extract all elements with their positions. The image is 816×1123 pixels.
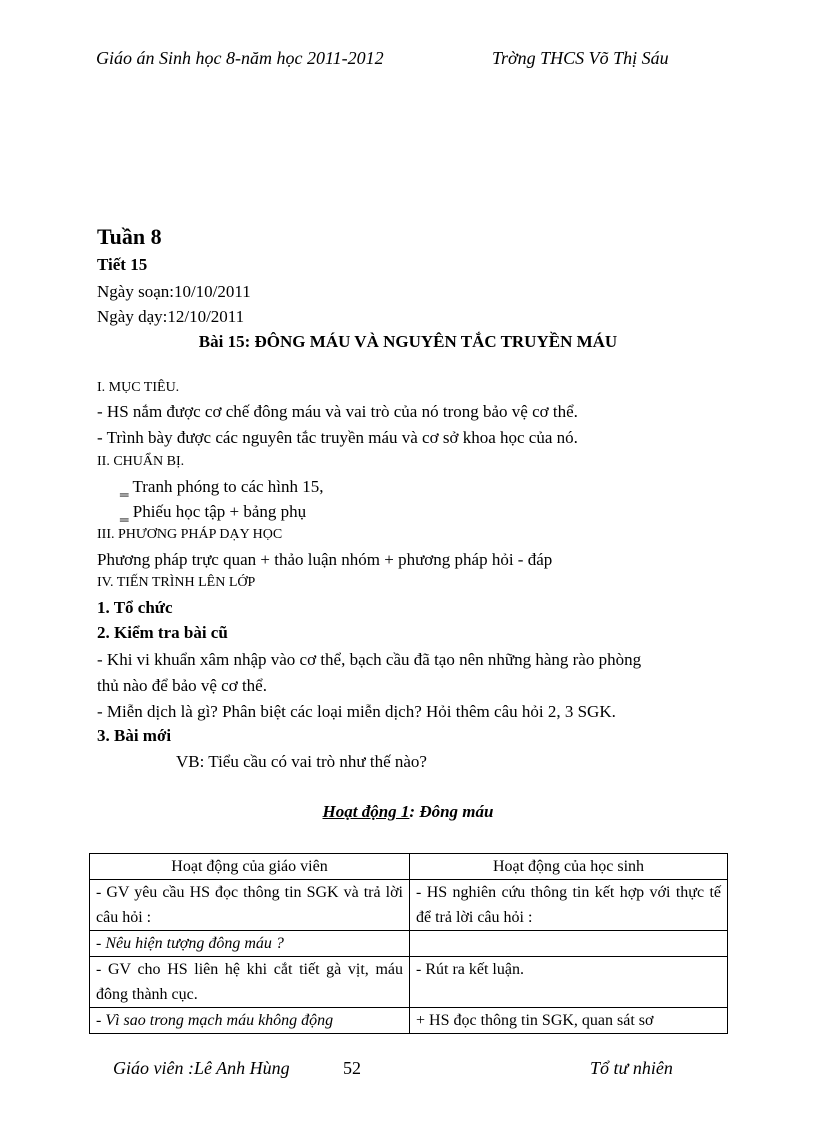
teach-date: Ngày dạy:12/10/2011 [97,307,245,326]
teacher-cell [90,931,410,957]
table-header-row [90,854,728,880]
prep-heading: II. CHUẨN BỊ. [97,454,185,469]
header-left: Giáo án Sinh học 8-năm học 2011-2012 [96,48,384,68]
lesson-intro: VB: Tiểu cầu có vai trò như thế nào? [176,752,427,771]
activity-table [89,853,728,1034]
objective-1: - HS nắm được cơ chế đông máu và vai trò của nó trong bảo vệ cơ thể. [97,402,578,421]
step-organization: 1. Tổ chức [97,598,173,617]
objectives-heading: I. MỤC TIÊU. [97,380,180,395]
week-label: Tuần 8 [97,224,162,249]
cell-text: - Nêu hiện tượng đông máu ? [96,935,284,952]
objective-2: - Trình bày được các nguyên tắc truyền máu và cơ sở khoa học của nó. [97,428,578,447]
footer-group: Tổ tư nhiên [590,1058,673,1078]
review-question-2: - Miễn dịch là gì? Phân biệt các loại miễn dịch? Hỏi thêm câu hỏi 2, 3 SGK. [97,702,616,721]
period-label: Tiết 15 [97,255,148,274]
prep-date: Ngày soạn:10/10/2011 [97,282,251,301]
prep-item-1 [120,477,324,497]
page-number: 52 [343,1058,361,1078]
header-right: Trờng THCS Võ Thị Sáu [492,48,669,68]
header-student-activity: Hoạt động của học sinh [410,854,728,880]
bullet-dash-icon: ‗ [120,502,133,521]
cell-text: + HS đọc thông tin SGK, quan sát sơ [416,1012,654,1029]
prep-item-1-text: Tranh phóng to các hình 15, [132,477,324,496]
teacher-cell [90,1008,410,1034]
student-cell [410,931,728,957]
method-heading: III. PHƯƠNG PHÁP DẠY HỌC [97,527,283,542]
table-row [90,957,728,1008]
review-question-1-cont: thủ nào để bảo vệ cơ thể. [97,676,267,695]
cell-text: - Rút ra kết luận. [416,961,524,978]
review-question-1: - Khi vi khuẩn xâm nhập vào cơ thể, bạch cầu đã tạo nên những hàng rào phòng [97,650,642,669]
footer-teacher: Giáo viên :Lê Anh Hùng [113,1058,290,1078]
activity-topic: : Đông máu [409,802,494,821]
student-cell [410,880,728,931]
table-row [90,931,728,957]
activity-title [0,802,816,822]
student-cell [410,1008,728,1034]
cell-text: - HS nghiên cứu thông tin kết hợp với thực tế để trả lời câu hỏi : [416,884,721,926]
table-row [90,1008,728,1034]
prep-item-2-text: Phiếu học tập + bảng phụ [132,502,307,521]
cell-text: - GV cho HS liên hệ khi cắt tiết gà vịt, máu đông thành cục. [96,961,403,1003]
cell-text: - Vì sao trong mạch máu không động [96,1012,334,1029]
cell-text: - GV yêu cầu HS đọc thông tin SGK và trả lời câu hỏi : [96,884,403,926]
process-heading: IV. TIẾN TRÌNH LÊN LỚP [97,575,256,590]
activity-label: Hoạt động 1 [322,802,410,821]
student-cell [410,957,728,1008]
teacher-cell [90,957,410,1008]
teacher-cell [90,880,410,931]
prep-item-2 [120,502,306,522]
lesson-title: Bài 15: ĐÔNG MÁU VÀ NGUYÊN TẮC TRUYỀN MÁU [198,332,618,351]
table-row [90,880,728,931]
header-teacher-activity: Hoạt động của giáo viên [90,854,410,880]
bullet-dash-icon: ‗ [120,477,133,496]
method-text: Phương pháp trực quan + thảo luận nhóm + phương pháp hỏi - đáp [97,550,553,569]
step-review: 2. Kiểm tra bài cũ [97,623,228,642]
step-new-lesson: 3. Bài mới [97,726,172,745]
